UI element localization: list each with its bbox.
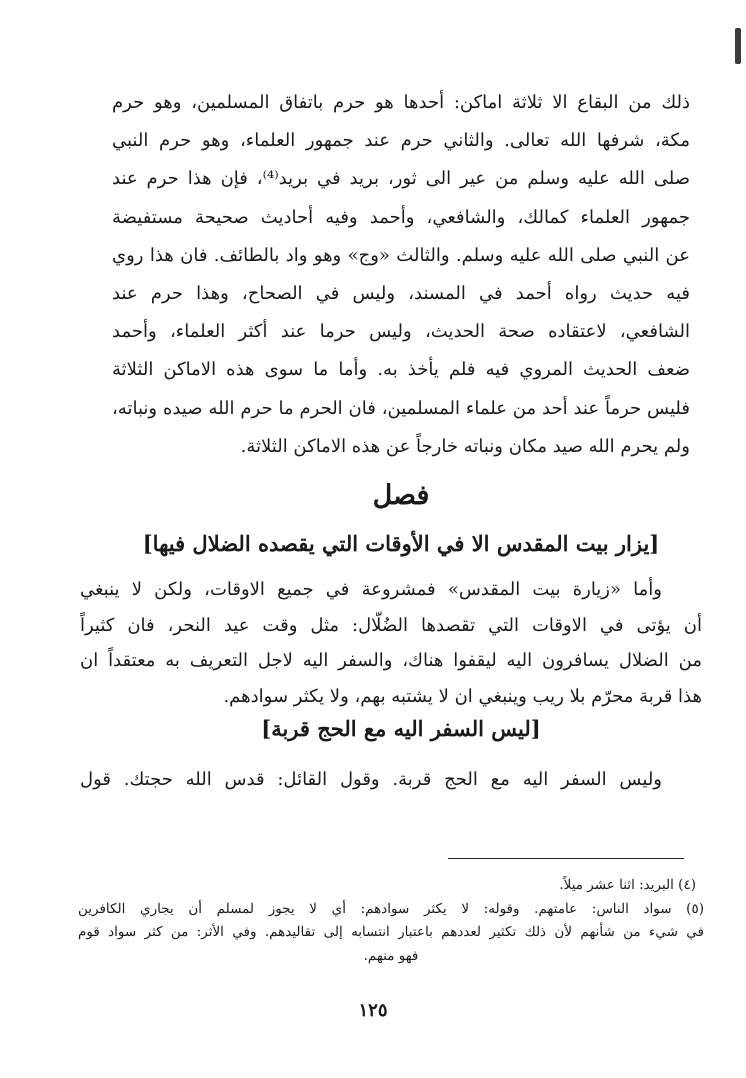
text-line: عن النبي صلى الله عليه وسلم. والثالث «وج» وهو واد بالطائف. فان هذا روي <box>112 244 690 266</box>
text-line: ضعف الحديث المروي فيه فلم يأخذ به. وأما ما سوى هذه الاماكن الثلاثة <box>112 359 690 381</box>
footnote-line: (٥) سواد الناس: عامتهم. وقوله: لا يكثر سوادهم: أي لا يجوز لمسلم أن يجاري الكافرين <box>78 900 704 917</box>
paragraph-1 <box>112 84 690 466</box>
text-line: من الضلال يسافرون اليه ليقفوا هناك، والسفر اليه لاجل التعريف به معتقداً ان <box>80 650 702 671</box>
text-line: وأما «زيارة بيت المقدس» فمشروعة في جميع الاوقات، ولكن لا ينبغي <box>80 579 662 600</box>
text-line: وليس السفر اليه مع الحج قربة. وقول القائل: قدس الله حجتك. قول <box>80 769 662 790</box>
text-line: مكة، شرفها الله تعالى. والثاني حرم عند جمهور العلماء، وهو حرم النبي <box>112 130 690 152</box>
text-line: الشافعي، لاعتقاده صحة الحديث، وليس حرما عند أكثر العلماء، وأحمد <box>112 321 690 343</box>
footnote-line: في شيء من شأنهم لأن ذلك تكثير لعددهم باعتبار انتسابه إلى تقاليدهم. وفي الأثر: من كثر سواد قوم <box>78 924 704 940</box>
text-line: فليس حرماً عند أحد من علماء المسلمين، فان الحرم ما حرم الله صيده ونباته، <box>112 397 690 419</box>
paragraph-2 <box>80 572 702 714</box>
section-subheading: [ليس السفر اليه مع الحج قربة] <box>261 716 541 741</box>
page-number: ١٢٥ <box>358 1000 388 1021</box>
text-line: فيه حديث رواه أحمد في المسند، وليس في الصحاح، وهذا حرم عند <box>112 282 690 304</box>
paragraph-3 <box>80 764 702 796</box>
text-line: ولم يحرم الله صيد مكان ونباته خارجاً عن هذه الاماكن الثلاثة. <box>240 435 690 457</box>
footnote-line: فهو منهم. <box>363 947 419 964</box>
section-subheading: [يزار بيت المقدس الا في الأوقات التي يقصده الضلال فيها] <box>142 531 660 556</box>
text-line: صلى الله عليه وسلم من عير الى ثور، بريد في بريد⁽⁴⁾، فإن هذا حرم عند <box>112 168 690 190</box>
page-edge-mark <box>735 28 741 64</box>
footnote-divider <box>448 858 684 859</box>
text-line: جمهور العلماء كمالك، والشافعي، وأحمد وفيه أحاديث صحيحة مستفيضة <box>112 206 690 228</box>
text-line: هذا قربة محرّم بلا ريب وينبغي ان لا يشتبه بهم، ولا يكثر سوادهم. <box>223 685 702 707</box>
footnote-line: (٤) البريد: اثنا عشر ميلاً. <box>559 877 696 893</box>
text-line: أن يؤتى في الاوقات التي تقصدها الضُلّال: مثل وقت عيد النحر، فان كثيراً <box>80 614 702 636</box>
section-heading: فصل <box>372 480 430 511</box>
footnotes <box>78 874 704 968</box>
text-line: ذلك من البقاع الا ثلاثة اماكن: أحدها هو حرم باتفاق المسلمين، وهو حرم <box>112 92 690 113</box>
